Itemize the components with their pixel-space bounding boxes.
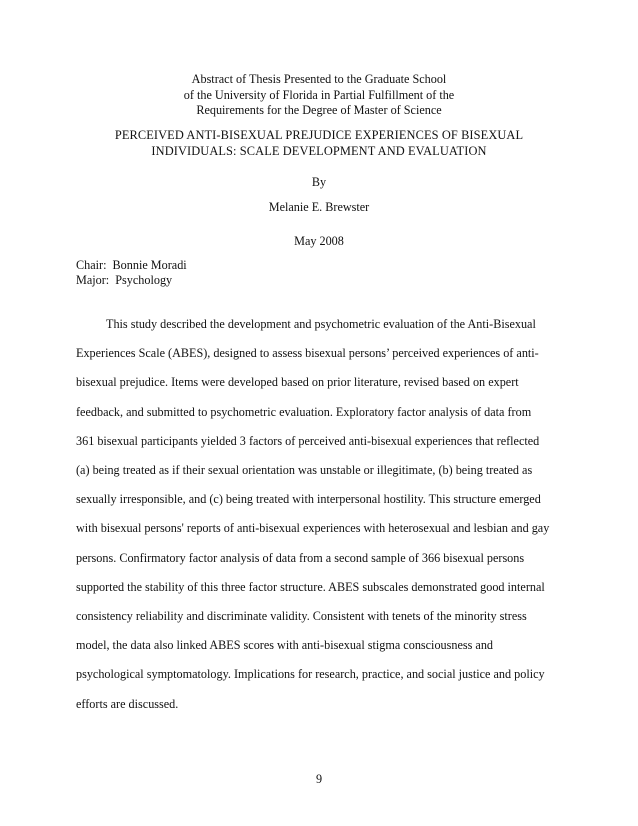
major-line: Major: Psychology xyxy=(76,273,173,287)
abstract-line: This study described the development and psychometric evaluation of the Anti-Bisexual xyxy=(106,317,536,331)
abstract-line: persons. Confirmatory factor analysis of data from a second sample of 366 bisexual persons xyxy=(76,550,525,565)
thesis-title xyxy=(0,127,638,159)
abstract-line: sexually irresponsible, and (c) being treated with interpersonal hostility. This structure emerged xyxy=(76,492,541,507)
title-line: INDIVIDUALS: SCALE DEVELOPMENT AND EVALUATION xyxy=(151,144,487,158)
header-line: Requirements for the Degree of Master of Science xyxy=(196,103,442,117)
author-name: Melanie E. Brewster xyxy=(268,200,370,214)
title-line: PERCEIVED ANTI-BISEXUAL PREJUDICE EXPERIENCES OF BISEXUAL xyxy=(114,128,524,142)
abstract-line: (a) being treated as if their sexual orientation was unstable or illegitimate, (b) being treated as xyxy=(76,463,533,478)
abstract-line: bisexual prejudice. Items were developed based on prior literature, revised based on expert xyxy=(76,375,519,390)
chair-line: Chair: Bonnie Moradi xyxy=(76,258,187,272)
abstract-line: feedback, and submitted to psychometric evaluation. Exploratory factor analysis of data from xyxy=(76,404,532,419)
committee-info xyxy=(76,258,187,288)
thesis-date: May 2008 xyxy=(294,234,344,248)
header-line: Abstract of Thesis Presented to the Graduate School xyxy=(191,72,447,86)
abstract-line: 361 bisexual participants yielded 3 factors of perceived anti-bisexual experiences that reflected xyxy=(76,433,540,448)
abstract-line: supported the stability of this three factor structure. ABES subscales demonstrated good internal xyxy=(76,579,545,594)
thesis-header xyxy=(0,72,638,119)
page-number: 9 xyxy=(315,772,323,786)
abstract-line: consistency reliability and discriminate validity. Consistent with tenets of the minority stress xyxy=(76,609,527,624)
abstract-body xyxy=(76,310,564,719)
abstract-line: psychological symptomatology. Implications for research, practice, and social justice and policy xyxy=(76,667,545,682)
abstract-line: model, the data also linked ABES scores with anti-bisexual stigma consciousness and xyxy=(76,638,494,653)
abstract-line: Experiences Scale (ABES), designed to assess bisexual persons’ perceived experiences of anti- xyxy=(76,346,539,361)
abstract-line: efforts are discussed. xyxy=(76,696,179,711)
abstract-line: with bisexual persons' reports of anti-bisexual experiences with heterosexual and lesbian and gay xyxy=(76,521,550,536)
byline: By xyxy=(311,175,327,189)
header-line: of the University of Florida in Partial Fulfillment of the xyxy=(183,87,455,102)
